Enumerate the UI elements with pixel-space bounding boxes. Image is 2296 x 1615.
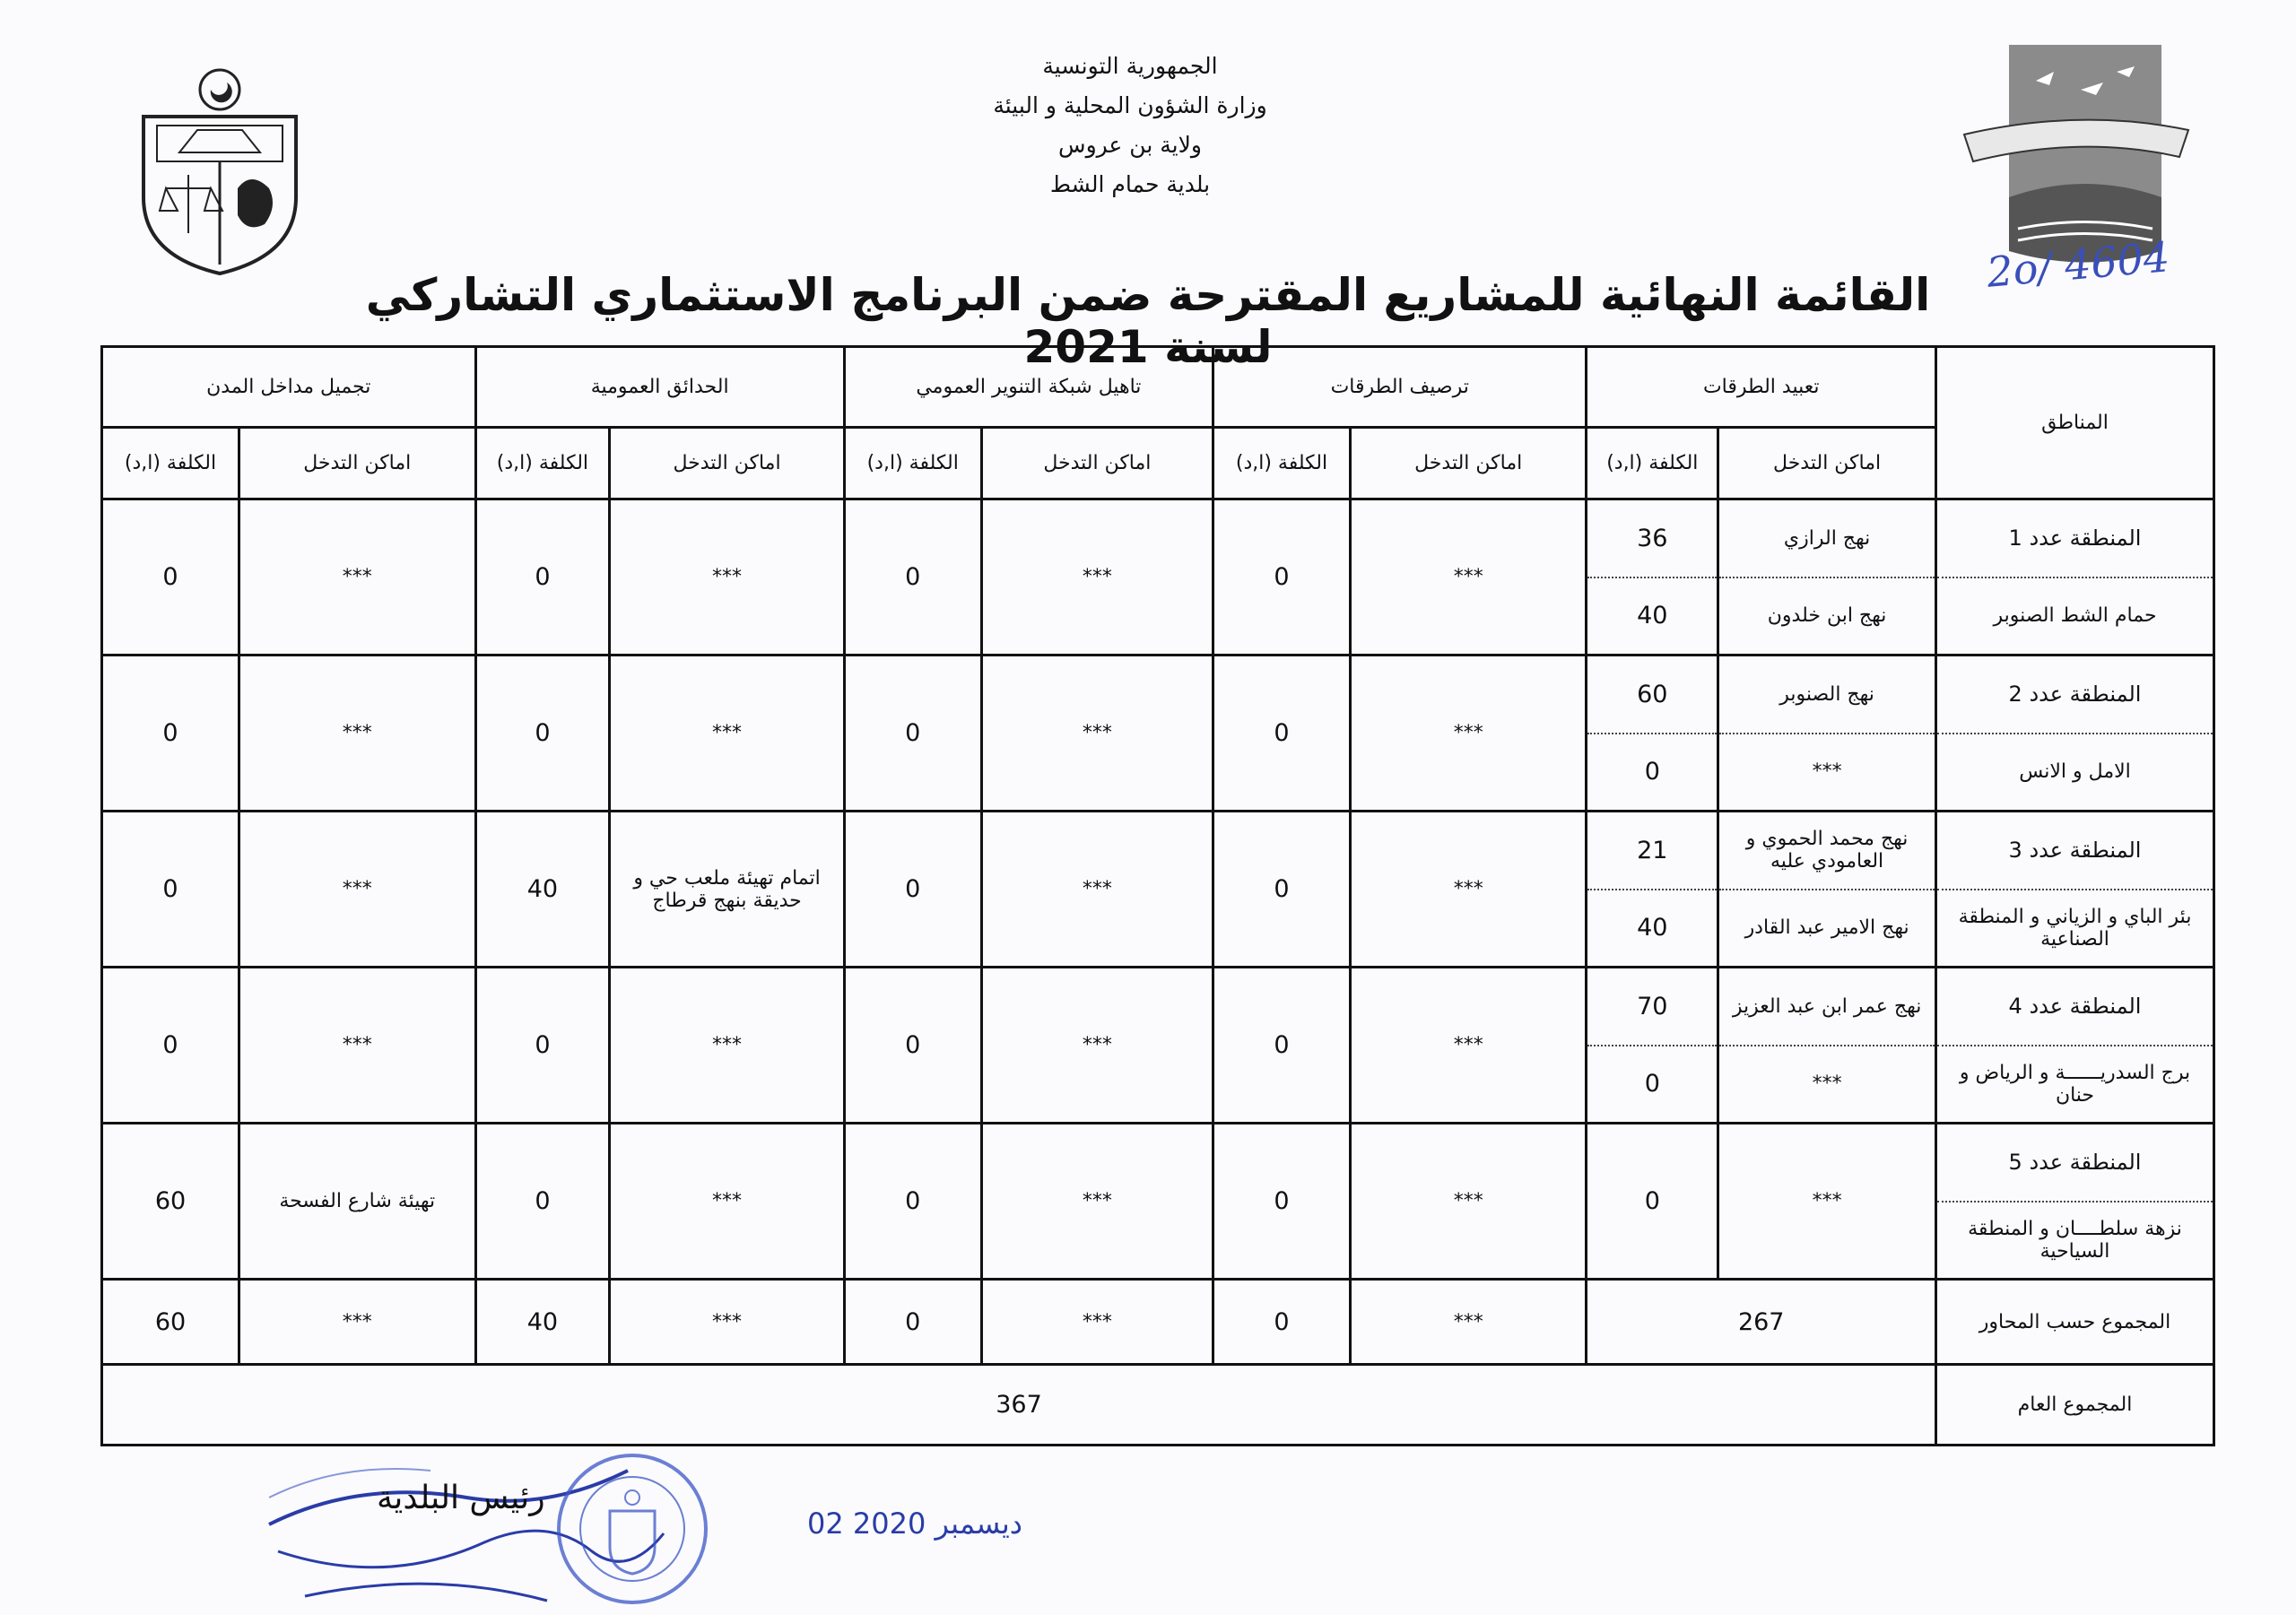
subheader-cost: الكلفة (ا,د)	[844, 428, 981, 499]
category-paving: تعبيد الطرقات	[1587, 347, 1936, 428]
signatory-title: رئيس البلدية	[377, 1480, 545, 1516]
entrances-cost: 60	[102, 1124, 239, 1280]
header-block	[879, 47, 1381, 204]
paving-total: 267	[1587, 1280, 1936, 1365]
paving-place: نهج عمر ابن عبد العزيز	[1718, 968, 1936, 1046]
signature-date: 02 ديسمبر 2020	[807, 1506, 1023, 1541]
zones-header: المناطق	[1936, 347, 2214, 499]
entrances-place: ***	[239, 656, 476, 812]
zone-subname: حمام الشط الصنوبر	[1936, 577, 2214, 656]
paving-place: نهج ابن خلدون	[1718, 577, 1936, 656]
entrances-total-cost: 60	[102, 1280, 239, 1365]
subheader-cost: الكلفة (ا,د)	[1213, 428, 1351, 499]
category-gardens: الحدائق العمومية	[475, 347, 844, 428]
lighting-cost: 0	[844, 968, 981, 1124]
paving-place: ***	[1718, 1046, 1936, 1124]
reference-number: 2ο/ 4604	[1985, 232, 2172, 297]
paving-place: نهج محمد الحموي و العامودي عليه	[1718, 812, 1936, 890]
grand-total-label: المجموع العام	[1936, 1365, 2214, 1446]
entrances-place: ***	[239, 499, 476, 656]
zone-name: المنطقة عدد 4	[1936, 968, 2214, 1046]
sidewalk-total-cost: 0	[1213, 1280, 1351, 1365]
entrances-place: ***	[239, 968, 476, 1124]
sidewalk-place: ***	[1350, 499, 1587, 656]
zone-subname: بئر الباي و الزياني و المنطقة الصناعية	[1936, 890, 2214, 968]
zone-name: المنطقة عدد 2	[1936, 656, 2214, 734]
lighting-total-cost: 0	[844, 1280, 981, 1365]
paving-place: ***	[1718, 734, 1936, 812]
paving-cost: 21	[1587, 812, 1718, 890]
subheader-cost: الكلفة (ا,د)	[102, 428, 239, 499]
sidewalk-place: ***	[1350, 968, 1587, 1124]
totals-label: المجموع حسب المحاور	[1936, 1280, 2214, 1365]
gardens-place: ***	[610, 1124, 844, 1280]
gardens-place: ***	[610, 968, 844, 1124]
gardens-cost: 0	[475, 656, 610, 812]
lighting-place: ***	[981, 499, 1213, 656]
paving-place: نهج الرازي	[1718, 499, 1936, 577]
sidewalk-place: ***	[1350, 1124, 1587, 1280]
sidewalk-total-place: ***	[1350, 1280, 1587, 1365]
zone-subname: نزهة سلطــــان و المنطقة السياحية	[1936, 1202, 2214, 1280]
lighting-cost: 0	[844, 656, 981, 812]
subheader-places: اماكن التدخل	[1350, 428, 1587, 499]
zone-subname: الامل و الانس	[1936, 734, 2214, 812]
lighting-total-place: ***	[981, 1280, 1213, 1365]
lighting-cost: 0	[844, 499, 981, 656]
gardens-total-place: ***	[610, 1280, 844, 1365]
paving-cost: 60	[1587, 656, 1718, 734]
lighting-cost: 0	[844, 812, 981, 968]
header-line-municipality: بلدية حمام الشط	[1049, 171, 1211, 197]
paving-cost: 36	[1587, 499, 1718, 577]
paving-place: نهج الصنوبر	[1718, 656, 1936, 734]
zone-subname: برج السدريــــــة و الرياض و حنان	[1936, 1046, 2214, 1124]
zone-name: المنطقة عدد 3	[1936, 812, 2214, 890]
projects-table	[100, 345, 2215, 1446]
paving-cost: 0	[1587, 1046, 1718, 1124]
paving-cost: 0	[1587, 734, 1718, 812]
paving-place: نهج الامير عبد القادر	[1718, 890, 1936, 968]
paving-place: ***	[1718, 1124, 1936, 1280]
subheader-places: اماكن التدخل	[610, 428, 844, 499]
subheader-cost: الكلفة (ا,د)	[475, 428, 610, 499]
lighting-place: ***	[981, 968, 1213, 1124]
sidewalk-place: ***	[1350, 812, 1587, 968]
header-line-governorate: ولاية بن عروس	[1058, 132, 1202, 158]
sidewalk-cost: 0	[1213, 499, 1351, 656]
gardens-cost: 40	[475, 812, 610, 968]
lighting-place: ***	[981, 812, 1213, 968]
category-sidewalks: ترصيف الطرقات	[1213, 347, 1587, 428]
sidewalk-cost: 0	[1213, 656, 1351, 812]
gardens-place: ***	[610, 656, 844, 812]
entrances-cost: 0	[102, 656, 239, 812]
lighting-place: ***	[981, 1124, 1213, 1280]
subheader-places: اماكن التدخل	[981, 428, 1213, 499]
zone-name: المنطقة عدد 1	[1936, 499, 2214, 577]
entrances-place: ***	[239, 812, 476, 968]
sidewalk-cost: 0	[1213, 968, 1351, 1124]
entrances-cost: 0	[102, 499, 239, 656]
entrances-cost: 0	[102, 968, 239, 1124]
entrances-total-place: ***	[239, 1280, 476, 1365]
paving-cost: 40	[1587, 890, 1718, 968]
gardens-total-cost: 40	[475, 1280, 610, 1365]
paving-cost: 70	[1587, 968, 1718, 1046]
sidewalk-cost: 0	[1213, 1124, 1351, 1280]
gardens-cost: 0	[475, 968, 610, 1124]
header-line-ministry: وزارة الشؤون المحلية و البيئة	[993, 92, 1267, 118]
category-lighting: تاهيل شبكة التنوير العمومي	[844, 347, 1213, 428]
subheader-cost: الكلفة (ا,د)	[1587, 428, 1718, 499]
header-line-country: الجمهورية التونسية	[1042, 53, 1218, 79]
entrances-place: تهيئة شارع الفسحة	[239, 1124, 476, 1280]
gardens-place: اتمام تهيئة ملعب حي و حديقة بنهج قرطاج	[610, 812, 844, 968]
lighting-place: ***	[981, 656, 1213, 812]
grand-total-value: 367	[102, 1365, 1936, 1446]
paving-cost: 40	[1587, 577, 1718, 656]
paving-cost: 0	[1587, 1124, 1718, 1280]
gardens-cost: 0	[475, 1124, 610, 1280]
coat-of-arms-emblem	[126, 63, 314, 278]
subheader-places: اماكن التدخل	[1718, 428, 1936, 499]
sidewalk-cost: 0	[1213, 812, 1351, 968]
entrances-cost: 0	[102, 812, 239, 968]
document-title: القائمة النهائية للمشاريع المقترحة ضمن البرنامج الاستثماري التشاركي لسنة 2021	[365, 269, 1931, 373]
category-entrances: تجميل مداخل المدن	[102, 347, 476, 428]
subheader-places: اماكن التدخل	[239, 428, 476, 499]
official-stamp	[552, 1448, 713, 1610]
sidewalk-place: ***	[1350, 656, 1587, 812]
gardens-place: ***	[610, 499, 844, 656]
zone-name: المنطقة عدد 5	[1936, 1124, 2214, 1202]
gardens-cost: 0	[475, 499, 610, 656]
lighting-cost: 0	[844, 1124, 981, 1280]
